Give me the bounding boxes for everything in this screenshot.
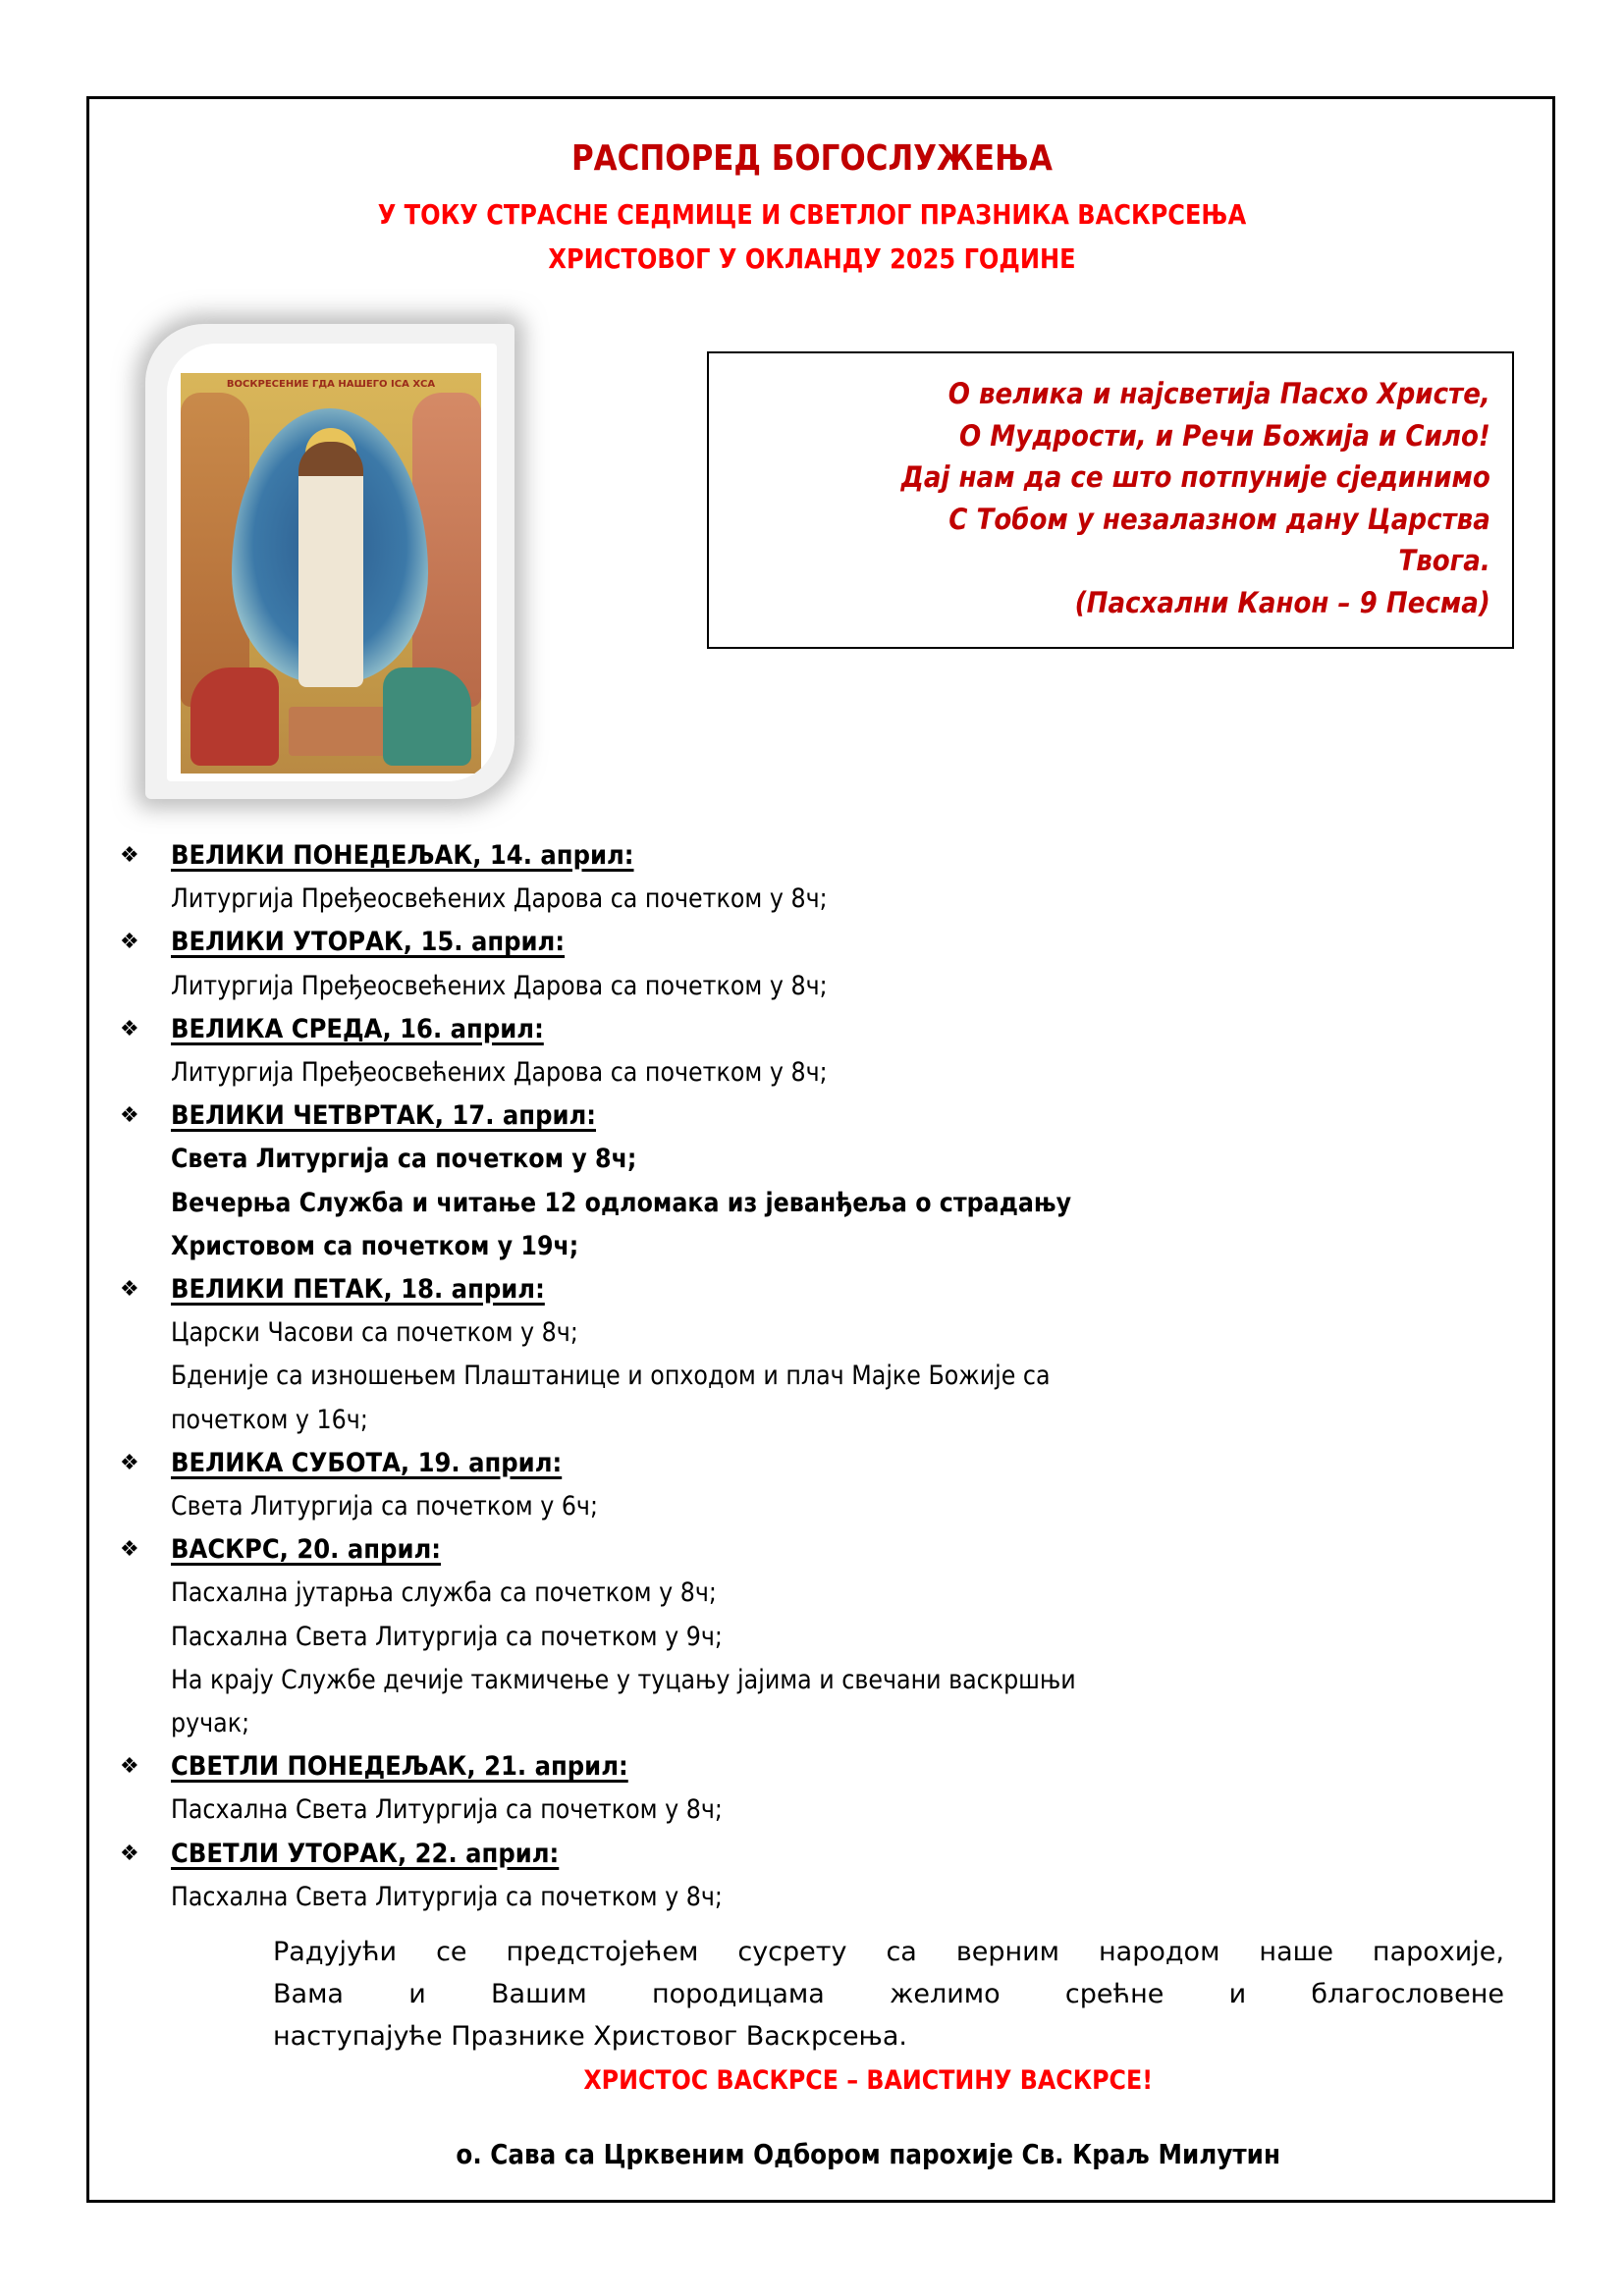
diamond-bullet-icon: ❖ bbox=[120, 1103, 139, 1129]
subtitle-line: У ТОКУ СТРАСНЕ СЕДМИЦЕ И СВЕТЛОГ ПРАЗНИКА ВАСКРСЕЊА bbox=[377, 198, 1247, 231]
day-title: ВЕЛИКИ ПОНЕДЕЉАК, 14. април: bbox=[171, 840, 634, 871]
icon-frame bbox=[167, 344, 497, 781]
resurrection-icon bbox=[181, 373, 481, 774]
closing-paragraph bbox=[273, 1931, 1504, 2057]
subtitle-line: ХРИСТОВОГ У ОКЛАНДУ 2025 ГОДИНЕ bbox=[548, 242, 1076, 275]
day-title: ВЕЛИКИ УТОРАК, 15. април: bbox=[171, 927, 566, 958]
icon-caption: ВОСКРЕСЕНИЕ ГДА НАШЕГО ІСА ХСА bbox=[226, 379, 436, 390]
day-heading bbox=[120, 921, 1514, 964]
diamond-bullet-icon: ❖ bbox=[120, 1450, 139, 1475]
day-heading bbox=[120, 1833, 1514, 1876]
diamond-bullet-icon: ❖ bbox=[120, 1537, 139, 1563]
day-title: ВЕЛИКА СРЕДА, 16. април: bbox=[171, 1013, 544, 1044]
quote-line: (Пасхални Канон – 9 Песма) bbox=[1074, 585, 1490, 619]
service-text: На крају Службе дечије такмичење у туцању јајима и свечани васкршњи bbox=[171, 1664, 1076, 1695]
day-title: СВЕТЛИ УТОРАК, 22. април: bbox=[171, 1838, 560, 1869]
service-text: Пасхална Света Литургија са почетком у 8ч; bbox=[171, 1794, 723, 1826]
christ-figure bbox=[298, 442, 363, 687]
diamond-bullet-icon: ❖ bbox=[120, 1841, 139, 1866]
schedule-day bbox=[120, 1095, 1514, 1268]
angel-left bbox=[190, 667, 279, 766]
day-heading bbox=[120, 1745, 1514, 1789]
service-line bbox=[120, 965, 1514, 1008]
schedule-day bbox=[120, 1745, 1514, 1832]
service-line bbox=[120, 1182, 1514, 1225]
schedule-day bbox=[120, 1442, 1514, 1528]
service-line bbox=[120, 1399, 1514, 1442]
service-text: Вечерња Служба и читање 12 одломака из јеванђеља о страдању bbox=[171, 1187, 1072, 1218]
service-text: Литургија Пређеосвећених Дарова са почетком у 8ч; bbox=[171, 970, 828, 1001]
schedule-day bbox=[120, 1833, 1514, 1919]
closing-line: Радујући се предстојећем сусрету са верним народом наше парохије, bbox=[273, 1937, 1504, 1967]
service-line bbox=[120, 1355, 1514, 1398]
diamond-bullet-icon: ❖ bbox=[120, 1754, 139, 1780]
service-line bbox=[120, 1138, 1514, 1181]
service-line bbox=[120, 878, 1514, 921]
closing-line: наступајуће Празнике Христовог Васкрсења. bbox=[273, 2021, 907, 2052]
day-heading bbox=[120, 1442, 1514, 1485]
service-text: Пасхална Света Литургија са почетком у 8ч; bbox=[171, 1881, 723, 1912]
service-text: Бденије са изношењем Плаштанице и опходом и плач Мајке Божије са bbox=[171, 1361, 1051, 1392]
quote-line: С Тобом у незалазном дану Царства bbox=[948, 502, 1490, 536]
quote-line: Дај нам да се што потпуније сјединимо bbox=[900, 460, 1490, 494]
quote-line: О Мудрости, и Речи Божија и Сило! bbox=[959, 418, 1490, 453]
schedule-day bbox=[120, 1268, 1514, 1442]
tomb bbox=[289, 707, 387, 756]
day-title: ВЕЛИКИ ЧЕТВРТАК, 17. април: bbox=[171, 1100, 597, 1132]
service-line bbox=[120, 1225, 1514, 1268]
diamond-bullet-icon: ❖ bbox=[120, 843, 139, 868]
schedule-day bbox=[120, 1528, 1514, 1745]
service-text: Христовом са почетком у 19ч; bbox=[171, 1230, 579, 1261]
page-title: РАСПОРЕД БОГОСЛУЖЕЊА bbox=[570, 138, 1054, 180]
service-text: Пасхална Света Литургија са почетком у 9ч; bbox=[171, 1621, 723, 1652]
diamond-bullet-icon: ❖ bbox=[120, 930, 139, 955]
service-line bbox=[120, 1311, 1514, 1355]
quote-text bbox=[901, 373, 1490, 623]
day-title: СВЕТЛИ ПОНЕДЕЉАК, 21. април: bbox=[171, 1751, 628, 1783]
day-heading bbox=[120, 834, 1514, 878]
schedule-day bbox=[120, 1008, 1514, 1095]
quote-line: Твога. bbox=[1398, 544, 1490, 577]
service-line bbox=[120, 1572, 1514, 1615]
day-title: ВЕЛИКА СУБОТА, 19. април: bbox=[171, 1447, 563, 1478]
service-line bbox=[120, 1616, 1514, 1659]
quote-line: О велика и најсветија Пасхо Христе, bbox=[947, 377, 1490, 410]
service-line bbox=[120, 1051, 1514, 1095]
signature: о. Сава са Црквеним Одбором парохије Св. Краљ Милутин bbox=[456, 2138, 1280, 2170]
service-line bbox=[120, 1876, 1514, 1919]
service-text: Литургија Пређеосвећених Дарова са почетком у 8ч; bbox=[171, 1057, 828, 1089]
day-heading bbox=[120, 1528, 1514, 1572]
service-text: ручак; bbox=[171, 1708, 250, 1739]
resurrection-icon-image bbox=[145, 324, 514, 799]
service-line bbox=[120, 1659, 1514, 1702]
page-subtitle bbox=[114, 192, 1510, 281]
schedule-list bbox=[120, 834, 1514, 1919]
diamond-bullet-icon: ❖ bbox=[120, 1277, 139, 1303]
service-line bbox=[120, 1485, 1514, 1528]
service-text: Пасхална јутарња служба са почетком у 8ч; bbox=[171, 1577, 717, 1609]
quote-box bbox=[707, 351, 1514, 649]
angel-right bbox=[383, 667, 471, 766]
service-text: Света Литургија са почетком у 8ч; bbox=[171, 1144, 637, 1175]
service-text: Литургија Пређеосвећених Дарова са почетком у 8ч; bbox=[171, 883, 828, 915]
diamond-bullet-icon: ❖ bbox=[120, 1016, 139, 1041]
day-title: ВАСКРС, 20. април: bbox=[171, 1534, 441, 1566]
day-heading bbox=[120, 1268, 1514, 1311]
closing-line: Вама и Вашим породицама желимо срећне и благословене bbox=[273, 1979, 1504, 2009]
service-text: почетком у 16ч; bbox=[171, 1404, 368, 1435]
day-heading bbox=[120, 1008, 1514, 1051]
service-line bbox=[120, 1702, 1514, 1745]
service-line bbox=[120, 1789, 1514, 1832]
easter-greeting: ХРИСТОС ВАСКРСЕ – ВАИСТИНУ ВАСКРСЕ! bbox=[583, 2065, 1154, 2096]
day-heading bbox=[120, 1095, 1514, 1138]
schedule-day bbox=[120, 834, 1514, 921]
schedule-day bbox=[120, 921, 1514, 1007]
service-text: Света Литургија са почетком у 6ч; bbox=[171, 1491, 598, 1522]
day-title: ВЕЛИКИ ПЕТАК, 18. април: bbox=[171, 1274, 545, 1306]
service-text: Царски Часови са почетком у 8ч; bbox=[171, 1317, 578, 1349]
